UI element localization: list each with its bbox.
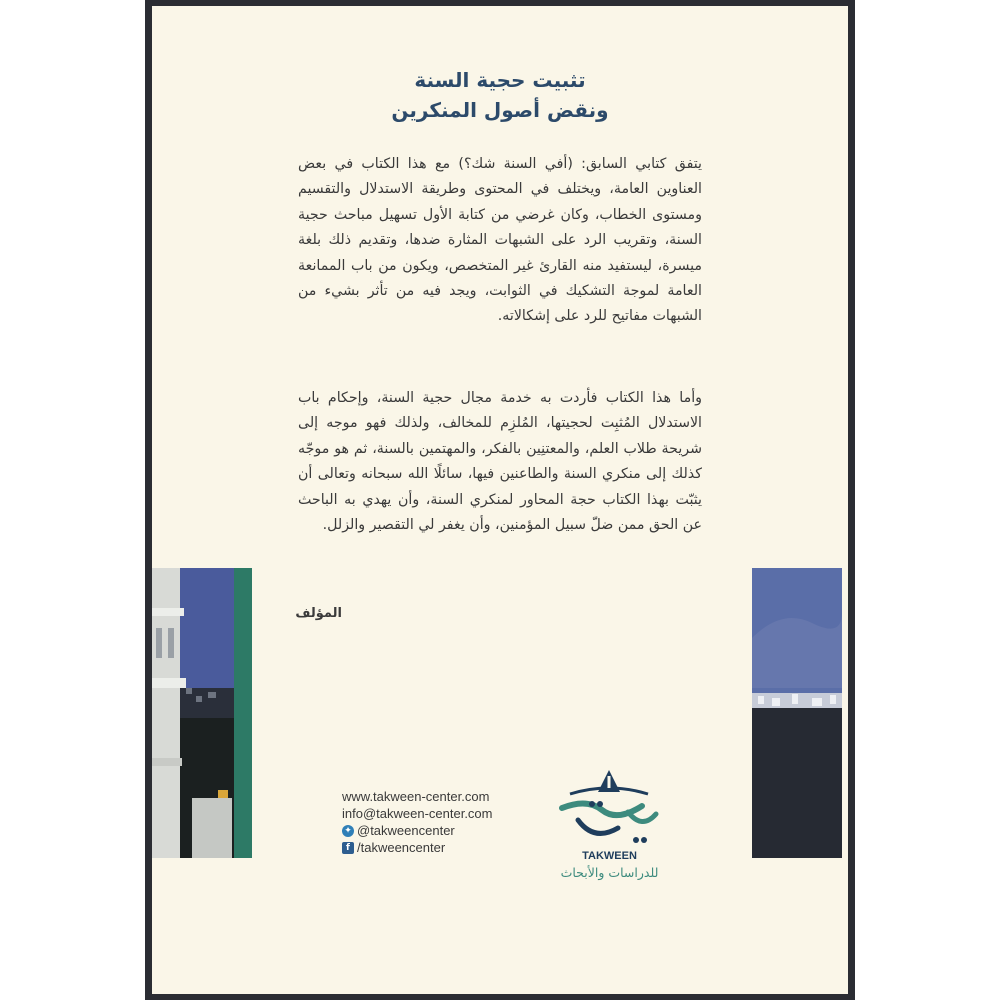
facebook-handle[interactable]: /takweencenter	[357, 840, 446, 855]
book-title: تثبيت حجية السنة	[414, 68, 586, 92]
pen-nib-emblem-icon	[542, 768, 677, 850]
twitter-handle[interactable]: @takweencenter	[357, 823, 455, 838]
takween-logo	[542, 768, 677, 893]
cityscape-photo-graphic	[752, 568, 842, 858]
description-paragraph-2: وأما هذا الكتاب فأردت به خدمة مجال حجية السنة، وإحكام باب الاستدلال المُثبِت لحجيتها، المُلزِم للمخالف، ولذلك فهو موجه إلى شريحة طلاب العلم، والمعتنِين بالفكر، والمهتمين بالسنة، ثم هو موجّه كذلك إلى منكري السنة والطاعنين فيها، سائلًا الله سبحانه وتعالى أن يثبّت بهذا الكتاب حجة المحاور لمنكري السنة، وأن يهدي به الباحث عن الحق ممن ضلّ سبيل المؤمنين، وأن يغفر لي التقصير والزلل.	[298, 390, 702, 534]
twitter-row	[342, 822, 493, 839]
book-subtitle: ونقض أصول المنكرين	[391, 98, 609, 122]
email-row	[342, 805, 493, 822]
contact-info	[342, 788, 493, 856]
logo-arabic-tagline: للدراسات والأبحاث	[560, 865, 659, 880]
logo-english-name: TAKWEEN	[582, 850, 637, 862]
website-link[interactable]: www.takween-center.com	[342, 789, 490, 804]
description-paragraph-1: يتفق كتابي السابق: (أفي السنة شك؟) مع هذا الكتاب في بعض العناوين العامة، ويختلف في المحتوى وطريقة الاستدلال والتقسيم ومستوى الخطاب، وكان غرضي من كتابة الأول تسهيل مباحث حجية السنة، وتقريب الرد على الشبهات المثارة ضدها، وتقديم ذلك بلغة ميسرة، ليستفيد منه القارئ غير المتخصص، ويكون من باب الممانعة العامة لموجة التشكيك في الثوابت، ويجد فيه من تأثر بشيء من الشبهات مفاتيح للرد على إشكالاته.	[298, 156, 702, 325]
book-back-cover	[152, 6, 848, 994]
website-row	[342, 788, 493, 805]
twitter-icon: ✦	[342, 825, 354, 837]
minaret-photo-left	[152, 568, 252, 858]
minaret-photo-graphic	[152, 568, 252, 858]
email-link[interactable]: info@takween-center.com	[342, 806, 493, 821]
logo-calligraphy-text: تكوين	[607, 846, 611, 847]
author-signature: المؤلف	[295, 606, 342, 621]
facebook-row	[342, 839, 493, 856]
facebook-icon: f	[342, 842, 354, 854]
cityscape-photo-right	[752, 568, 842, 858]
